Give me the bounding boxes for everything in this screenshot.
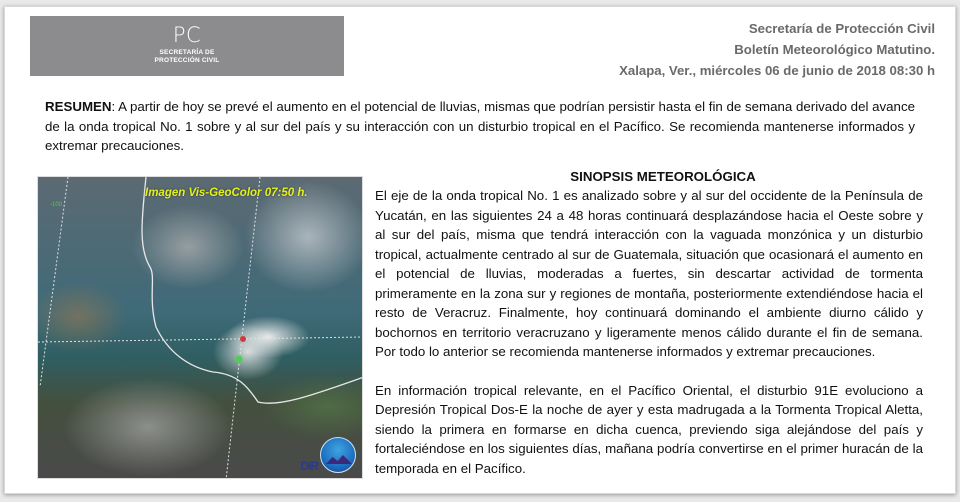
satellite-overlay: [38, 177, 363, 479]
summary-label: RESUMEN: [45, 99, 112, 114]
bulletin-header: [619, 18, 935, 81]
dir-logo: DIR: [300, 459, 318, 473]
header-bulletin-title: Boletín Meteorológico Matutino.: [734, 42, 935, 57]
green-marker: [236, 356, 243, 363]
smn-logo: [320, 437, 356, 473]
pc-logo: [30, 16, 344, 76]
grid-meridian-east: [226, 177, 260, 479]
red-marker: [240, 336, 246, 342]
satellite-caption: Imagen Vis-GeoColor 07:50 h.: [145, 187, 308, 199]
synopsis-section: [375, 167, 923, 478]
grid-meridian-west: [40, 177, 68, 387]
logo-initials: PC: [172, 23, 202, 47]
logo-line-2: PROTECCIÓN CIVIL: [154, 57, 220, 64]
logo-line-1: SECRETARÍA DE: [159, 49, 215, 56]
header-org: Secretaría de Protección Civil: [748, 21, 935, 36]
synopsis-paragraph-1: El eje de la onda tropical No. 1 es analizado sobre y al sur del occidente de la Península de Yucatán, en las siguientes 24 a 48 horas continuará desplazándose hacia el Oeste sobre y al sur del país, misma que tendrá interacción con la vaguada monzónica y un disturbio tropical, actualmente centrado al sur de Guatemala, situación que ocasionará el aumento en el potencial de lluvias, moderadas a fuertes, sin descartar actividad de tormenta primeramente en la zona sur y regiones de montaña, posteriormente extendiéndose hacia el resto de Veracruz. Finalmente, hoy continuará dominando el ambiente diurno cálido y bochornos en territorio veracruzano y ligeramente menos cálido durante el fin de semana. Por todo lo anterior se recomienda mantenerse informados y extremar precauciones.: [375, 188, 923, 359]
agency-logos: [300, 437, 356, 473]
synopsis-paragraph-2: En información tropical relevante, en el Pacífico Oriental, el disturbio 91E evoluciono a Depresión Tropical Dos-E la noche de ayer y esta madrugada a la Tormenta Tropical Aletta, siendo la primera en formarse en dicha cuenca, previendo siga alejándose del país y fortaleciéndose en los siguientes días, mañana podría convertirse en el primer huracán de la temporada en el Pacífico.: [375, 382, 923, 476]
summary-paragraph: [45, 97, 915, 156]
header-dateline: Xalapa, Ver., miércoles 06 de junio de 2018 08:30 h: [619, 63, 935, 78]
satellite-image: [37, 176, 363, 479]
synopsis-title: SINOPSIS METEOROLÓGICA: [570, 169, 756, 184]
grid-parallel: [38, 337, 363, 342]
bulletin-page: [4, 6, 956, 494]
coastline: [142, 177, 363, 403]
grid-label: -100: [50, 202, 63, 208]
summary-text: : A partir de hoy se prevé el aumento en el potencial de lluvias, mismas que podrían persistir hasta el fin de semana derivado del avance de la onda tropical No. 1 sobre y al sur del país y su interacción con un disturbio tropical en el Pacífico. Se recomienda mantenerse informados y extremar precauciones.: [45, 99, 915, 153]
